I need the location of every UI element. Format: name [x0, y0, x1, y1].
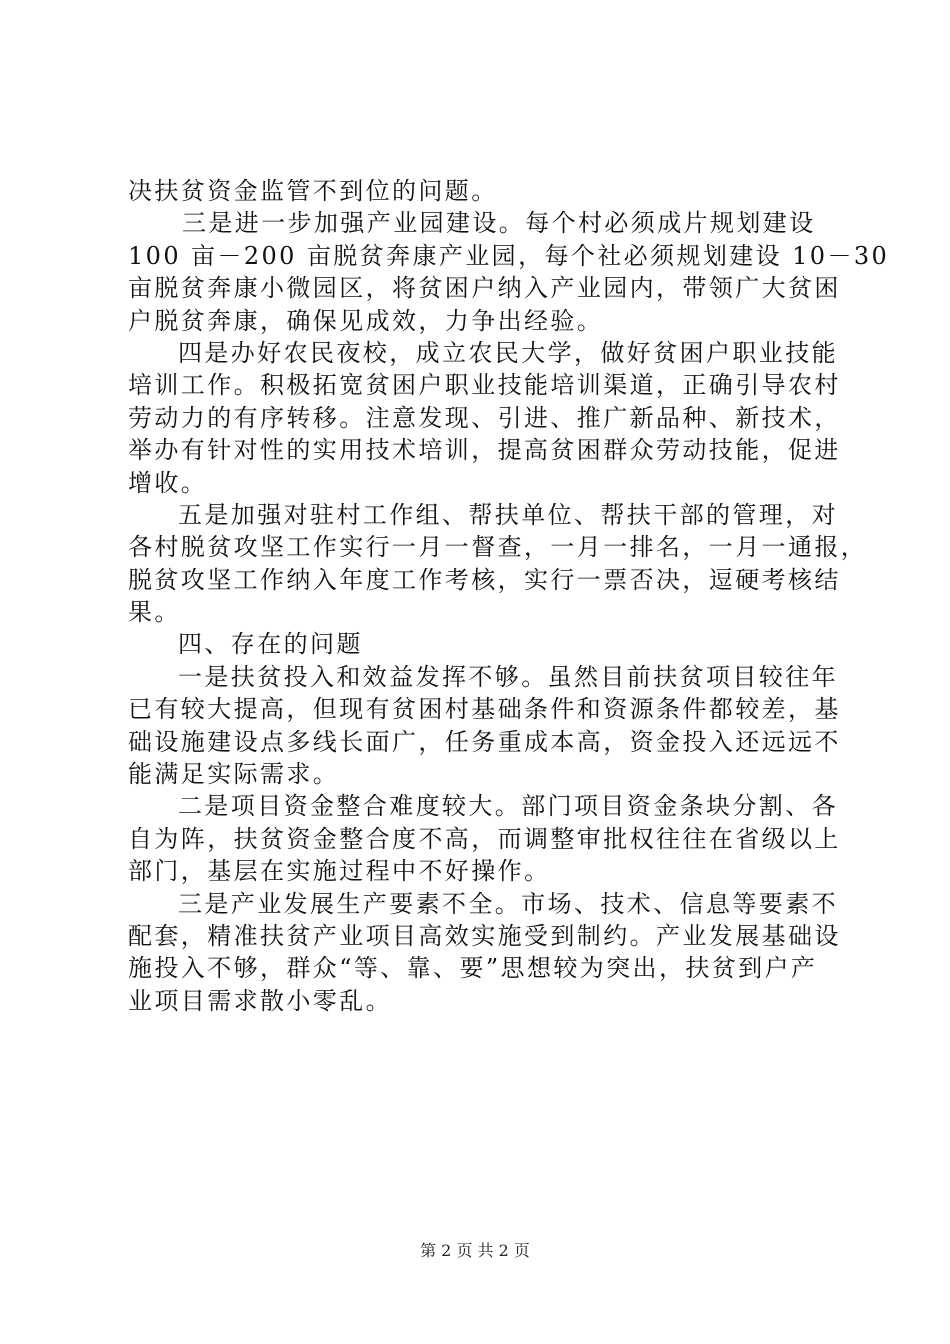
text-line: 已有较大提高，但现有贫困村基础条件和资源条件都较差，基 [128, 695, 841, 724]
text-line: 户脱贫奔康，确保见成效，力争出经验。 [128, 306, 604, 335]
text-line: 能满足实际需求。 [128, 760, 340, 789]
text-line: 脱贫攻坚工作纳入年度工作考核，实行一票否决，逗硬考核结 [128, 565, 841, 594]
text-line: 举办有针对性的实用技术培训，提高贫困群众劳动技能，促进 [128, 436, 841, 465]
text-line: 劳动力的有序转移。注意发现、引进、推广新品种、新技术， [128, 403, 841, 432]
page-number-footer: 第 2 页 共 2 页 [420, 1241, 530, 1260]
text-line: 各村脱贫攻坚工作实行一月一督查，一月一排名，一月一通报， [128, 533, 868, 562]
text-line: 一是扶贫投入和效益发挥不够。虽然目前扶贫项目较往年 [178, 662, 838, 691]
text-line: 决扶贫资金监管不到位的问题。 [128, 177, 498, 205]
text-line: 二是项目资金整合难度较大。部门项目资金条块分割、各 [178, 792, 838, 821]
body-text [128, 175, 890, 1017]
text-line: 部门，基层在实施过程中不好操作。 [128, 857, 551, 886]
text-line: 配套，精准扶贫产业项目高效实施受到制约。产业发展基础设 [128, 921, 841, 950]
text-line: 施投入不够，群众“等、靠、要”思想较为突出，扶贫到户产 [128, 954, 818, 983]
text-line: 自为阵，扶贫资金整合度不高，而调整审批权往往在省级以上 [128, 824, 841, 853]
text-line: 业项目需求散小零乱。 [128, 986, 392, 1015]
text-line: 四是办好农民夜校，成立农民大学，做好贫困户职业技能 [178, 338, 838, 367]
text-line: 100 亩－200 亩脱贫奔康产业园，每个社必须规划建设 10－30 [128, 241, 890, 270]
text-line: 亩脱贫奔康小微园区，将贫困户纳入产业园内，带领广大贫困 [128, 274, 841, 303]
text-line: 础设施建设点多线长面广，任务重成本高，资金投入还远远不 [128, 727, 841, 756]
text-line: 五是加强对驻村工作组、帮扶单位、帮扶干部的管理，对 [178, 500, 838, 529]
text-line: 三是产业发展生产要素不全。市场、技术、信息等要素不 [178, 889, 838, 918]
text-line: 增收。 [128, 468, 208, 497]
text-line: 培训工作。积极拓宽贫困户职业技能培训渠道，正确引导农村 [128, 371, 841, 400]
text-line: 三是进一步加强产业园建设。每个村必须成片规划建设 [182, 209, 816, 238]
text-line: 果。 [128, 598, 181, 627]
section-heading: 四、存在的问题 [178, 630, 363, 659]
